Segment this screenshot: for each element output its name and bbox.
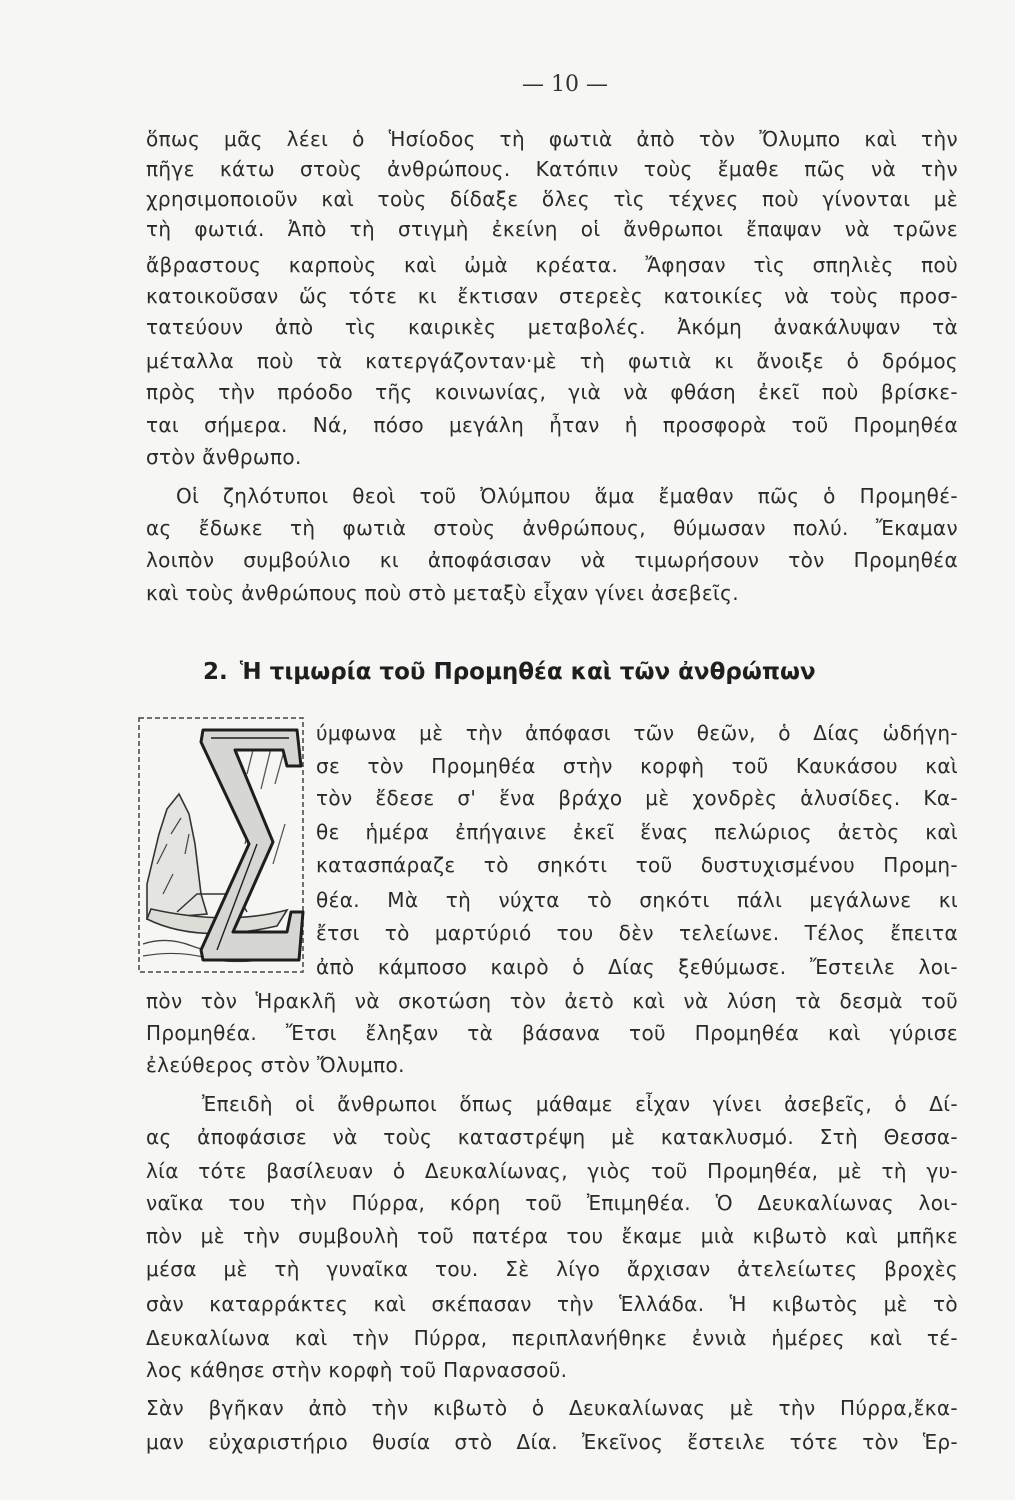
text-line: ας ἀποφάσισε νὰ τοὺς καταστρέψη μὲ κατακλυσμό. Στὴ Θεσσα- [146,1125,958,1149]
text-line: ναῖκα του τὴν Πύρρα, κόρη τοῦ Ἐπιμηθέα. Ὁ Δευκαλίωνας λοι- [146,1191,958,1215]
text-line: Προμηθέα. Ἔτσι ἔληξαν τὰ βάσανα τοῦ Προμηθέα καὶ γύρισε [146,1021,958,1045]
section-heading [203,656,903,688]
text-line: Ἐπειδὴ οἱ ἄνθρωποι ὅπως μάθαμε εἶχαν γίνει ἀσεβεῖς, ὁ Δί- [202,1092,958,1116]
text-line: στὸν ἄνθρωπο. [146,445,302,469]
text-line: Οἱ ζηλότυποι θεοὶ τοῦ Ὀλύμπου ἅμα ἔμαθαν πῶς ὁ Προμηθέ- [176,484,958,508]
text-line: κατασπάραζε τὸ σηκότι τοῦ δυστυχισμένου Προμη- [316,853,958,877]
page-number: — 10 — [522,72,608,97]
text-line: ὅπως μᾶς λέει ὁ Ἡσίοδος τὴ φωτιὰ ἀπὸ τὸν Ὄλυμπο καὶ τὴν [146,127,958,151]
text-line: μαν εὐχαριστήριο θυσία στὸ Δία. Ἐκεῖνος ἔστειλε τότε τὸν Ἑρ- [146,1430,958,1454]
text-line: ἄβραστους καρποὺς καὶ ὠμὰ κρέατα. Ἄφησαν τὶς σπηλιὲς ποὺ [146,253,958,277]
text-line: λος κάθησε στὴν κορφὴ τοῦ Παρνασσοῦ. [146,1358,568,1382]
text-line: μέσα μὲ τὴ γυναῖκα του. Σὲ λίγο ἄρχισαν ἀτελείωτες βροχὲς [146,1257,958,1281]
text-line: σε τὸν Προμηθέα στὴν κορφὴ τοῦ Καυκάσου καὶ [316,754,958,778]
text-line: τὸν ἔδεσε σ' ἕνα βράχο μὲ χονδρὲς ἁλυσίδες. Κα- [316,786,958,810]
text-line: σὰν καταρράκτες καὶ σκέπασαν τὴν Ἑλλάδα. Ἡ κιβωτὸς μὲ τὸ [146,1292,958,1316]
text-line: μέταλλα ποὺ τὰ κατεργάζονταν·μὲ τὴ φωτιὰ κι ἄνοιξε ὁ δρόμος [146,349,958,373]
text-line: ται σήμερα. Νά, πόσο μεγάλη ἦταν ἡ προσφορὰ τοῦ Προμηθέα [146,413,958,437]
text-line: λοιπὸν συμβούλιο κι ἀποφάσισαν νὰ τιμωρήσουν τὸν Προμηθέα [146,548,958,572]
text-line: πὸν τὸν Ἡρακλῆ νὰ σκοτώση τὸν ἀετὸ καὶ νὰ λύση τὰ δεσμὰ τοῦ [146,989,958,1013]
text-line: πὸν μὲ τὴν συμβουλὴ τοῦ πατέρα του ἔκαμε μιὰ κιβωτὸ καὶ μπῆκε [146,1224,958,1248]
text-line: τατεύουν ἀπὸ τὶς καιρικὲς μεταβολές. Ἀκόμη ἀνακάλυψαν τὰ [146,315,958,339]
text-line: θε ἡμέρα ἐπήγαινε ἐκεῖ ἕνας πελώριος ἀετὸς καὶ [316,820,958,844]
text-line: χρησιμοποιοῦν καὶ τοὺς δίδαξε ὅλες τὶς τέχνες ποὺ γίνονται μὲ [146,187,958,211]
text-line: πῆγε κάτω στοὺς ἀνθρώπους. Κατόπιν τοὺς ἔμαθε πῶς νὰ τὴν [146,157,958,181]
text-line: λία τότε βασίλευαν ὁ Δευκαλίωνας, γιὸς τοῦ Προμηθέα, μὲ τὴ γυ- [146,1159,958,1183]
text-line: θέα. Μὰ τὴ νύχτα τὸ σηκότι πάλι μεγάλωνε κι [316,888,958,912]
text-line: ἀπὸ κάμποσο καιρὸ ὁ Δίας ξεθύμωσε. Ἔστειλε λοι- [316,955,958,979]
section-title: Ἡ τιμωρία τοῦ Προμηθέα καὶ τῶν ἀνθρώπων [239,659,816,685]
dropcap-illustration [137,714,305,976]
text-line: ύμφωνα μὲ τὴν ἀπόφασι τῶν θεῶν, ὁ Δίας ὡδήγη- [316,721,958,745]
text-line: ἐλεύθερος στὸν Ὄλυμπο. [146,1053,405,1077]
text-line: ἔτσι τὸ μαρτύριό του δὲν τελείωνε. Τέλος ἔπειτα [316,921,958,945]
text-line: ας ἔδωκε τὴ φωτιὰ στοὺς ἀνθρώπους, θύμωσαν πολύ. Ἔκαμαν [146,516,958,540]
text-line: καὶ τοὺς ἀνθρώπους ποὺ στὸ μεταξὺ εἶχαν γίνει ἀσεβεῖς. [146,581,739,605]
text-line: κατοικοῦσαν ὥς τότε κι ἔκτισαν στερεὲς κατοικίες νὰ τοὺς προσ- [146,284,958,308]
text-line: Σὰν βγῆκαν ἀπὸ τὴν κιβωτὸ ὁ Δευκαλίωνας μὲ τὴν Πύρρα,ἔκα- [146,1396,958,1420]
text-line: πρὸς τὴν πρόοδο τῆς κοινωνίας, γιὰ νὰ φθάση ἐκεῖ ποὺ βρίσκε- [146,380,958,404]
text-line: Δευκαλίωνα καὶ τὴν Πύρρα, περιπλανήθηκε ἐννιὰ ἡμέρες καὶ τέ- [146,1326,958,1350]
section-number: 2. [203,659,228,685]
text-line: τὴ φωτιά. Ἀπὸ τὴ στιγμὴ ἐκείνη οἱ ἄνθρωποι ἔπαψαν νὰ τρῶνε [146,217,958,241]
